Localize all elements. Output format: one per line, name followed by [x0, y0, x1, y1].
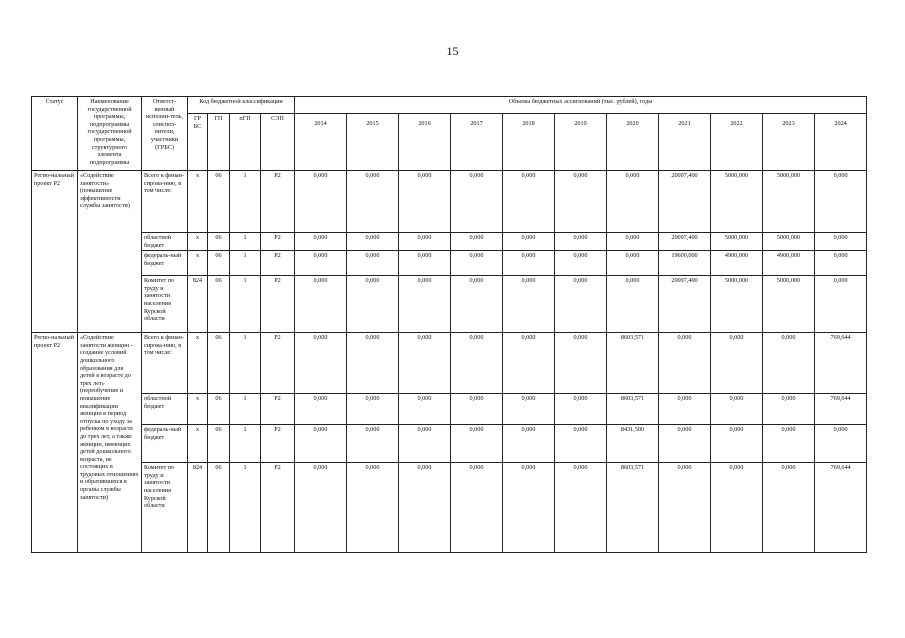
gp-cell: 06 [208, 463, 230, 553]
header-year: 2016 [399, 114, 451, 171]
value-cell: 5000,000 [763, 171, 815, 233]
pgp-cell: 1 [230, 171, 261, 233]
value-cell: 4900,000 [763, 251, 815, 276]
value-cell: 0,000 [295, 333, 347, 394]
value-cell: 19600,000 [659, 251, 711, 276]
value-cell: 0,000 [451, 276, 503, 333]
grbs-cell: x [188, 425, 208, 463]
value-cell: 5000,000 [711, 233, 763, 251]
value-cell: 5000,000 [711, 276, 763, 333]
header-year: 2019 [555, 114, 607, 171]
value-cell: 0,000 [659, 463, 711, 553]
value-cell: 0,000 [451, 251, 503, 276]
value-cell: 0,000 [659, 425, 711, 463]
sep-cell: Р2 [261, 171, 295, 233]
header-year: 2021 [659, 114, 711, 171]
responsible-cell: федераль-ный бюджет [142, 251, 188, 276]
value-cell: 0,000 [451, 171, 503, 233]
table-row [32, 276, 867, 333]
gp-cell: 06 [208, 333, 230, 394]
value-cell: 0,000 [815, 251, 867, 276]
value-cell: 8431,500 [607, 425, 659, 463]
responsible-cell: Комитет по труду и занятости населения Курской области [142, 463, 188, 553]
value-cell: 0,000 [347, 394, 399, 425]
value-cell: 0,000 [399, 171, 451, 233]
value-cell: 0,000 [347, 463, 399, 553]
value-cell: 20097,400 [659, 171, 711, 233]
header-year: 2023 [763, 114, 815, 171]
name-cell: «Содействие занятости» (повышение эффективности службы занятости) [78, 171, 142, 333]
value-cell: 0,000 [555, 394, 607, 425]
value-cell: 0,000 [711, 333, 763, 394]
value-cell: 0,000 [295, 251, 347, 276]
responsible-cell: областной бюджет [142, 394, 188, 425]
value-cell: 0,000 [503, 394, 555, 425]
value-cell: 0,000 [763, 425, 815, 463]
value-cell: 0,000 [763, 463, 815, 553]
gp-cell: 06 [208, 276, 230, 333]
value-cell: 0,000 [503, 233, 555, 251]
header-responsible: Ответст-венный исполни-тель, соиспол-нители, участники (ГРБС) [142, 97, 188, 171]
value-cell: 0,000 [399, 425, 451, 463]
value-cell: 0,000 [659, 333, 711, 394]
value-cell: 0,000 [815, 171, 867, 233]
value-cell: 8603,571 [607, 463, 659, 553]
value-cell: 0,000 [555, 333, 607, 394]
value-cell: 4900,000 [711, 251, 763, 276]
pgp-cell: 1 [230, 251, 261, 276]
header-year: 2014 [295, 114, 347, 171]
value-cell: 0,000 [347, 333, 399, 394]
value-cell: 0,000 [555, 276, 607, 333]
value-cell: 8603,571 [607, 333, 659, 394]
value-cell: 0,000 [399, 251, 451, 276]
value-cell: 0,000 [451, 463, 503, 553]
value-cell: 0,000 [555, 233, 607, 251]
table-row [32, 394, 867, 425]
value-cell: 0,000 [555, 251, 607, 276]
header-row-1 [32, 97, 867, 114]
gp-cell: 06 [208, 171, 230, 233]
grbs-cell: x [188, 171, 208, 233]
sep-cell: Р2 [261, 276, 295, 333]
value-cell: 0,000 [295, 276, 347, 333]
table-row [32, 251, 867, 276]
value-cell: 0,000 [347, 276, 399, 333]
budget-table [31, 96, 867, 553]
value-cell: 0,000 [815, 276, 867, 333]
gp-cell: 06 [208, 251, 230, 276]
value-cell: 0,000 [711, 394, 763, 425]
value-cell: 20097,400 [659, 276, 711, 333]
header-year: 2024 [815, 114, 867, 171]
header-year: 2017 [451, 114, 503, 171]
value-cell: 0,000 [503, 276, 555, 333]
table-row [32, 463, 867, 553]
value-cell: 0,000 [555, 171, 607, 233]
pgp-cell: 1 [230, 394, 261, 425]
value-cell: 0,000 [399, 233, 451, 251]
value-cell: 0,000 [607, 276, 659, 333]
value-cell: 0,000 [503, 463, 555, 553]
header-volumes-group: Объемы бюджетных ассигнований (тыс. рублей), годы [295, 97, 867, 114]
grbs-cell: x [188, 333, 208, 394]
header-status: Статус [32, 97, 78, 171]
header-code-group: Код бюджетной классификации [188, 97, 295, 114]
status-cell: Регио-нальный проект Р2 [32, 333, 78, 553]
value-cell: 0,000 [347, 171, 399, 233]
pgp-cell: 1 [230, 463, 261, 553]
header-year: 2022 [711, 114, 763, 171]
value-cell: 0,000 [503, 333, 555, 394]
value-cell: 0,000 [815, 233, 867, 251]
gp-cell: 06 [208, 394, 230, 425]
gp-cell: 06 [208, 233, 230, 251]
sep-cell: Р2 [261, 394, 295, 425]
value-cell: 0,000 [503, 425, 555, 463]
pgp-cell: 1 [230, 276, 261, 333]
header-pgp: пГП [230, 114, 261, 171]
value-cell: 0,000 [659, 394, 711, 425]
responsible-cell: федераль-ный бюджет [142, 425, 188, 463]
grbs-cell: x [188, 233, 208, 251]
table-row [32, 233, 867, 251]
value-cell: 0,000 [815, 425, 867, 463]
value-cell: 0,000 [555, 463, 607, 553]
value-cell: 0,000 [295, 425, 347, 463]
value-cell: 5000,000 [711, 171, 763, 233]
value-cell: 0,000 [295, 171, 347, 233]
value-cell: 0,000 [711, 425, 763, 463]
value-cell: 769,644 [815, 333, 867, 394]
header-grbs: ГР БС [188, 114, 208, 171]
value-cell: 0,000 [295, 394, 347, 425]
value-cell: 0,000 [399, 463, 451, 553]
value-cell: 0,000 [711, 463, 763, 553]
responsible-cell: областной бюджет [142, 233, 188, 251]
value-cell: 0,000 [347, 425, 399, 463]
value-cell: 0,000 [347, 251, 399, 276]
value-cell: 0,000 [399, 276, 451, 333]
pgp-cell: 1 [230, 333, 261, 394]
value-cell: 0,000 [451, 425, 503, 463]
gp-cell: 06 [208, 425, 230, 463]
grbs-cell: x [188, 251, 208, 276]
responsible-cell: Всего к финан-сирова-нию, в том числе: [142, 333, 188, 394]
value-cell: 0,000 [607, 233, 659, 251]
value-cell: 769,644 [815, 394, 867, 425]
page-number: 15 [446, 44, 459, 58]
sep-cell: Р2 [261, 333, 295, 394]
sep-cell: Р2 [261, 425, 295, 463]
value-cell: 5000,000 [763, 233, 815, 251]
value-cell: 0,000 [763, 333, 815, 394]
header-year: 2018 [503, 114, 555, 171]
responsible-cell: Всего к финан-сирова-нию, в том числе: [142, 171, 188, 233]
grbs-cell: 824 [188, 276, 208, 333]
table-row [32, 171, 867, 233]
grbs-cell: 824 [188, 463, 208, 553]
header-year: 2020 [607, 114, 659, 171]
value-cell: 0,000 [399, 333, 451, 394]
sep-cell: Р2 [261, 463, 295, 553]
header-year: 2015 [347, 114, 399, 171]
value-cell: 8603,571 [607, 394, 659, 425]
value-cell: 5000,000 [763, 276, 815, 333]
table-row [32, 333, 867, 394]
sep-cell: Р2 [261, 251, 295, 276]
value-cell: 0,000 [607, 251, 659, 276]
value-cell: 0,000 [399, 394, 451, 425]
pgp-cell: 1 [230, 425, 261, 463]
header-name: Наименование государственной программы, подпрограммы государственной программы, структурного элемента подпрограммы [78, 97, 142, 171]
value-cell: 0,000 [763, 394, 815, 425]
sep-cell: Р2 [261, 233, 295, 251]
header-gp: ГП [208, 114, 230, 171]
value-cell: 0,000 [607, 171, 659, 233]
pgp-cell: 1 [230, 233, 261, 251]
value-cell: 0,000 [451, 333, 503, 394]
value-cell: 0,000 [295, 463, 347, 553]
status-cell: Регио-нальный проект Р2 [32, 171, 78, 333]
value-cell: 0,000 [503, 251, 555, 276]
value-cell: 20097,400 [659, 233, 711, 251]
value-cell: 769,644 [815, 463, 867, 553]
value-cell: 0,000 [451, 233, 503, 251]
value-cell: 0,000 [347, 233, 399, 251]
value-cell: 0,000 [503, 171, 555, 233]
table-row [32, 425, 867, 463]
table-body [32, 171, 867, 553]
header-sep: СЭП [261, 114, 295, 171]
value-cell: 0,000 [295, 233, 347, 251]
grbs-cell: x [188, 394, 208, 425]
value-cell: 0,000 [555, 425, 607, 463]
value-cell: 0,000 [451, 394, 503, 425]
responsible-cell: Комитет по труду и занятости населения Курской области [142, 276, 188, 333]
name-cell: «Содействие занятости женщин - создание условий дошкольного образования для детей в возрасте до трех лет» (переобучение и повышение квалификации женщин в период отпуска по уходу за ребенком в возрасте до трех лет, а также женщин, имеющих детей дошкольного возраста, не состоящих в трудовых отношениях и обратившихся в органы службы занятости) [78, 333, 142, 553]
